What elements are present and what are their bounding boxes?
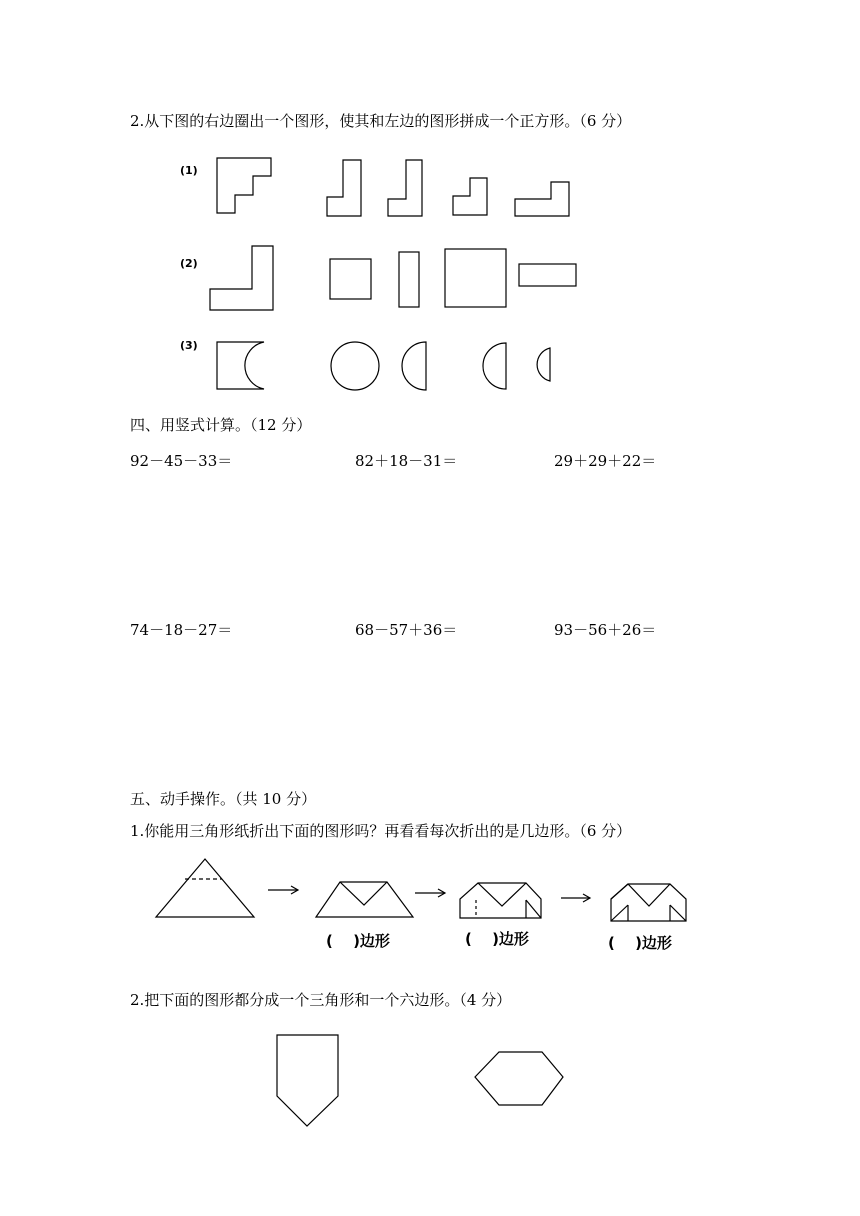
problem-5: 68－57＋36＝ bbox=[355, 621, 458, 639]
problem-1: 92－45－33＝ bbox=[130, 452, 233, 470]
row-label-3: (3) bbox=[180, 339, 198, 352]
problem-6: 93－56＋26＝ bbox=[554, 621, 657, 639]
problem-3: 29＋29＋22＝ bbox=[554, 452, 657, 470]
section5-title: 五、动手操作。（共 10 分） bbox=[130, 790, 317, 808]
blank-polygon-2: ( )边形 bbox=[465, 930, 529, 948]
row-label-1: (1) bbox=[180, 164, 198, 177]
section5-q2-title: 2.把下面的图形都分成一个三角形和一个六边形。（4 分） bbox=[130, 991, 512, 1009]
section4-title: 四、用竖式计算。（12 分） bbox=[130, 416, 312, 434]
q2-title: 2.从下图的右边圈出一个图形，使其和左边的图形拼成一个正方形。（6 分） bbox=[130, 112, 632, 130]
blank-polygon-1: ( )边形 bbox=[326, 932, 390, 950]
problem-2: 82＋18－31＝ bbox=[355, 452, 458, 470]
problem-4: 74－18－27＝ bbox=[130, 621, 233, 639]
section5-q1-title: 1.你能用三角形纸折出下面的图形吗？再看看每次折出的是几边形。（6 分） bbox=[130, 822, 632, 840]
blank-polygon-3: ( )边形 bbox=[608, 934, 672, 952]
row-label-2: (2) bbox=[180, 257, 198, 270]
